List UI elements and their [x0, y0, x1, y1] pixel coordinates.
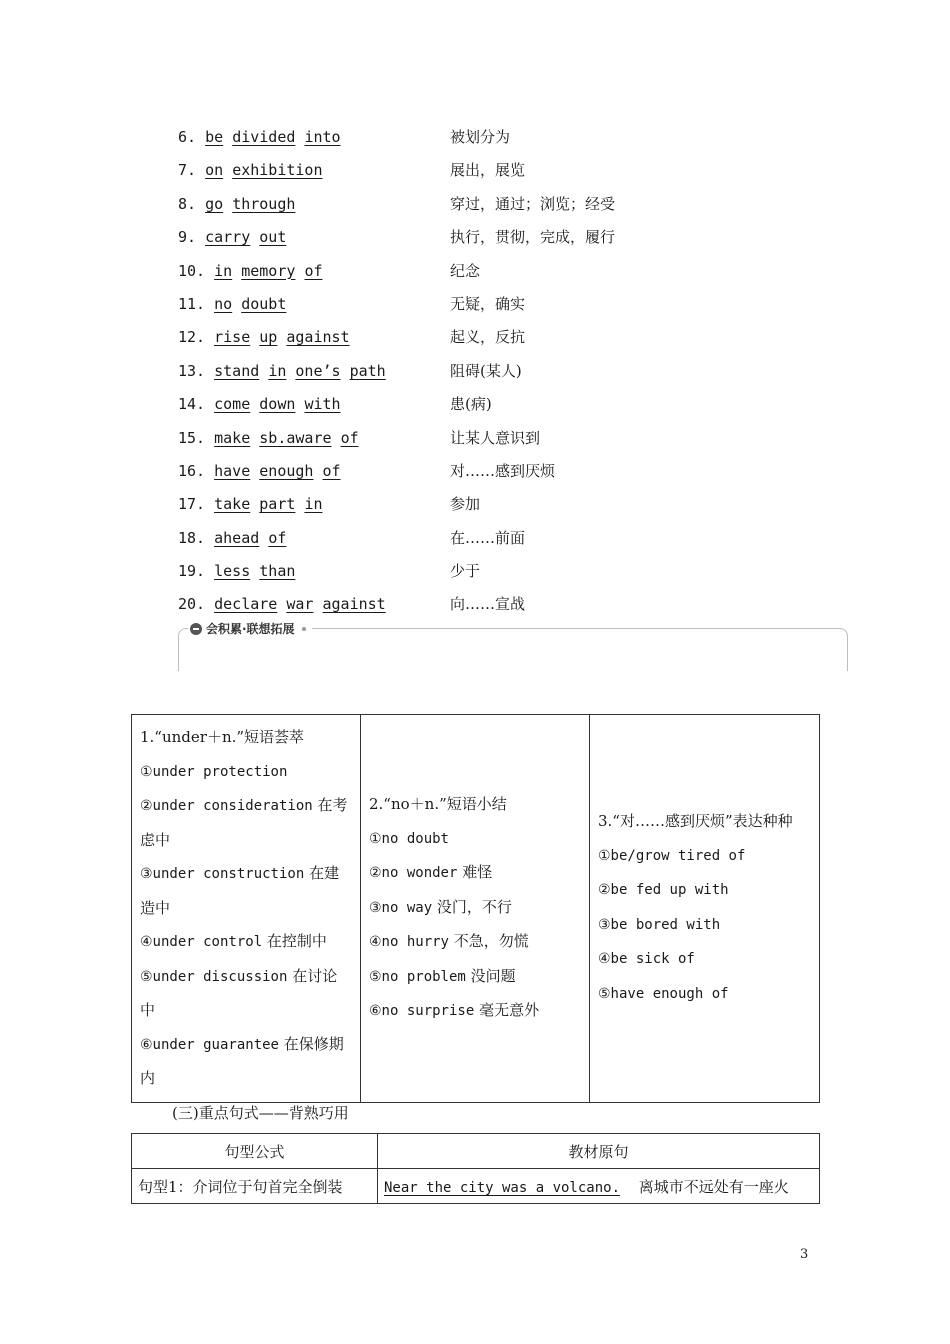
phrase-meaning: 参加 — [450, 495, 481, 514]
phrase-meaning: 在……前面 — [450, 528, 526, 547]
item-en: ①under protection — [140, 763, 288, 780]
summary-item — [369, 891, 581, 926]
phrase-word: path — [349, 361, 386, 380]
phrase-number: 20. — [178, 595, 206, 614]
phrase-word: have — [214, 461, 251, 480]
phrase-en — [178, 589, 386, 619]
phrase-number: 8. — [178, 194, 197, 213]
summary-item — [140, 1028, 352, 1096]
phrase-meaning: 起义，反抗 — [450, 328, 526, 347]
phrase-word: divided — [232, 128, 296, 146]
summary-item — [140, 960, 352, 1028]
summary-col-under — [132, 715, 361, 1103]
phrase-word: rise — [214, 328, 251, 347]
example-zh: 离城市不远处有一座火 — [638, 1177, 789, 1196]
phrase-word: on — [205, 161, 224, 180]
phrase-word: one’s — [295, 361, 341, 380]
summary-item — [140, 789, 352, 857]
phrase-word: in — [268, 361, 287, 380]
phrase-en — [178, 356, 386, 386]
phrase-en — [178, 222, 286, 252]
summary-item — [598, 873, 811, 908]
summary-item — [140, 925, 352, 960]
phrase-number: 16. — [178, 461, 206, 480]
section-tag — [188, 620, 312, 637]
phrase-row — [178, 589, 798, 622]
item-en: ⑥no surprise — [369, 1003, 475, 1019]
phrase-word: carry — [205, 228, 251, 247]
item-en: ⑤under discussion — [140, 968, 288, 985]
summary-col-no — [361, 715, 590, 1103]
phrase-en — [178, 389, 341, 419]
summary-item — [369, 960, 581, 995]
phrase-meaning: 患(病) — [450, 395, 492, 414]
summary-item — [598, 977, 811, 1012]
phrase-row — [178, 222, 798, 255]
phrase-number: 17. — [178, 495, 206, 514]
phrase-word: with — [304, 395, 341, 414]
item-en: ④under control — [140, 934, 263, 950]
phrase-en — [178, 189, 295, 219]
phrase-meaning: 向……宣战 — [450, 595, 526, 614]
col-title: 1.“under＋n.”短语荟萃 — [140, 728, 305, 746]
phrase-en — [178, 155, 323, 185]
section-tag-label: 会积累·联想拓展 — [206, 622, 295, 636]
summary-item — [598, 908, 811, 943]
phrase-number: 9. — [178, 228, 197, 247]
phrase-word: of — [322, 461, 341, 480]
summary-table — [131, 714, 820, 1103]
phrase-word: than — [259, 562, 296, 581]
item-zh: 在讨论中 — [140, 966, 338, 1019]
phrase-number: 6. — [178, 128, 197, 146]
phrase-row — [178, 556, 798, 589]
phrase-number: 11. — [178, 294, 206, 313]
phrase-word: in — [214, 261, 233, 280]
item-en: ①be/grow tired of — [598, 847, 746, 864]
phrase-number: 12. — [178, 328, 206, 347]
summary-col-tired — [590, 715, 820, 1103]
phrase-meaning: 无疑，确实 — [450, 294, 526, 313]
phrase-word: doubt — [241, 294, 287, 313]
phrase-meaning: 穿过，通过；浏览；经受 — [450, 194, 616, 213]
summary-item — [598, 942, 811, 977]
phrase-number: 14. — [178, 395, 206, 414]
example-cell — [378, 1169, 820, 1204]
item-zh: 在建造中 — [140, 864, 340, 917]
example-en: Near the city was a volcano. — [384, 1179, 621, 1196]
phrase-word: memory — [241, 261, 296, 280]
col-items — [140, 755, 352, 1096]
header-pattern: 句型公式 — [132, 1134, 378, 1169]
phrase-word: take — [214, 495, 251, 514]
item-zh: 难怪 — [462, 863, 493, 881]
item-en: ④be sick of — [598, 951, 695, 968]
phrase-word: less — [214, 562, 251, 581]
phrase-meaning: 阻碍(某人) — [450, 361, 522, 380]
item-zh: 没问题 — [470, 966, 516, 985]
phrase-word: declare — [214, 595, 278, 614]
phrase-list — [178, 122, 798, 623]
phrase-word: out — [259, 228, 287, 247]
summary-item — [140, 857, 352, 925]
phrase-row — [178, 122, 798, 155]
phrase-word: stand — [214, 361, 260, 380]
item-en: ③no way — [369, 899, 433, 916]
phrase-meaning: 展出，展览 — [450, 161, 526, 180]
dot-icon — [302, 627, 306, 631]
phrase-word: war — [286, 595, 314, 614]
pattern-cell: 句型1：介词位于句首完全倒装 — [132, 1169, 378, 1204]
section-subheading: (三)重点句式——背熟巧用 — [172, 1104, 349, 1122]
phrase-row — [178, 456, 798, 489]
phrase-word: no — [214, 294, 233, 313]
phrase-word: of — [268, 528, 287, 547]
phrase-row — [178, 189, 798, 222]
phrase-word: into — [304, 128, 341, 146]
phrase-en — [178, 523, 286, 553]
col-title: 3.“对……感到厌烦”表达种种 — [598, 812, 793, 831]
phrase-word: up — [259, 328, 278, 347]
item-zh: 在考虑中 — [140, 796, 348, 849]
phrase-en — [178, 289, 286, 319]
phrase-number: 7. — [178, 161, 197, 180]
section-icon — [190, 623, 202, 635]
phrase-row — [178, 356, 798, 389]
phrase-meaning: 执行，贯彻，完成，履行 — [450, 228, 616, 247]
phrase-word: exhibition — [232, 161, 323, 180]
phrase-meaning: 被划分为 — [450, 128, 511, 146]
phrase-number: 10. — [178, 261, 206, 280]
phrase-en — [178, 556, 295, 586]
item-en: ⑥under guarantee — [140, 1036, 279, 1053]
item-en: ②under consideration — [140, 798, 313, 814]
phrase-meaning: 纪念 — [450, 261, 481, 280]
item-en: ④no hurry — [369, 934, 449, 950]
phrase-en — [178, 122, 341, 152]
phrase-word: be — [205, 128, 224, 146]
phrase-en — [178, 322, 350, 352]
phrase-en — [178, 489, 323, 519]
phrase-word: of — [340, 428, 359, 447]
phrase-word: of — [304, 261, 323, 280]
phrase-meaning: 让某人意识到 — [450, 428, 541, 447]
col-title: 2.“no＋n.”短语小结 — [369, 795, 507, 813]
phrase-row — [178, 423, 798, 456]
phrase-word: go — [205, 194, 224, 213]
summary-item — [598, 839, 811, 874]
phrase-word: in — [304, 495, 323, 514]
phrase-number: 19. — [178, 562, 206, 581]
patterns-table — [131, 1133, 820, 1204]
phrase-row — [178, 155, 798, 188]
item-en: ①no doubt — [369, 830, 449, 847]
phrase-row — [178, 389, 798, 422]
phrase-en — [178, 456, 341, 486]
phrase-row — [178, 523, 798, 556]
item-zh: 在控制中 — [266, 932, 327, 950]
phrase-word: part — [259, 495, 296, 514]
col-items — [598, 839, 811, 1012]
phrase-row — [178, 489, 798, 522]
item-zh: 在保修期内 — [140, 1034, 344, 1087]
page-number: 3 — [800, 1247, 809, 1262]
phrase-row — [178, 289, 798, 322]
summary-item — [369, 822, 581, 857]
summary-item — [369, 925, 581, 960]
phrase-word: ahead — [214, 528, 260, 547]
phrase-en — [178, 256, 323, 286]
item-en: ⑤have enough of — [598, 985, 729, 1002]
phrase-number: 15. — [178, 428, 206, 447]
summary-item — [140, 755, 352, 790]
phrase-meaning: 对……感到厌烦 — [450, 461, 556, 480]
col-items — [369, 822, 581, 1029]
phrase-word: through — [232, 194, 296, 213]
item-zh: 不急，勿慌 — [453, 932, 529, 950]
item-en: ③under construction — [140, 866, 305, 882]
summary-item — [369, 994, 581, 1029]
item-en: ⑤no problem — [369, 968, 466, 985]
phrase-en — [178, 423, 359, 453]
phrase-word: make — [214, 428, 251, 447]
phrase-number: 18. — [178, 528, 206, 547]
item-en: ②be fed up with — [598, 882, 729, 899]
item-en: ②no wonder — [369, 865, 458, 881]
phrase-word: against — [322, 595, 386, 614]
header-example: 教材原句 — [378, 1134, 820, 1169]
phrase-meaning: 少于 — [450, 562, 481, 581]
phrase-word: down — [259, 395, 296, 414]
item-zh: 没门，不行 — [436, 897, 512, 916]
item-en: ③be bored with — [598, 916, 721, 933]
phrase-word: sb.aware — [259, 428, 332, 447]
summary-item — [369, 856, 581, 891]
item-zh: 毫无意外 — [479, 1001, 540, 1019]
phrase-number: 13. — [178, 361, 206, 380]
phrase-row — [178, 322, 798, 355]
phrase-word: against — [286, 328, 350, 347]
phrase-word: enough — [259, 461, 314, 480]
phrase-word: come — [214, 395, 251, 414]
phrase-row — [178, 256, 798, 289]
